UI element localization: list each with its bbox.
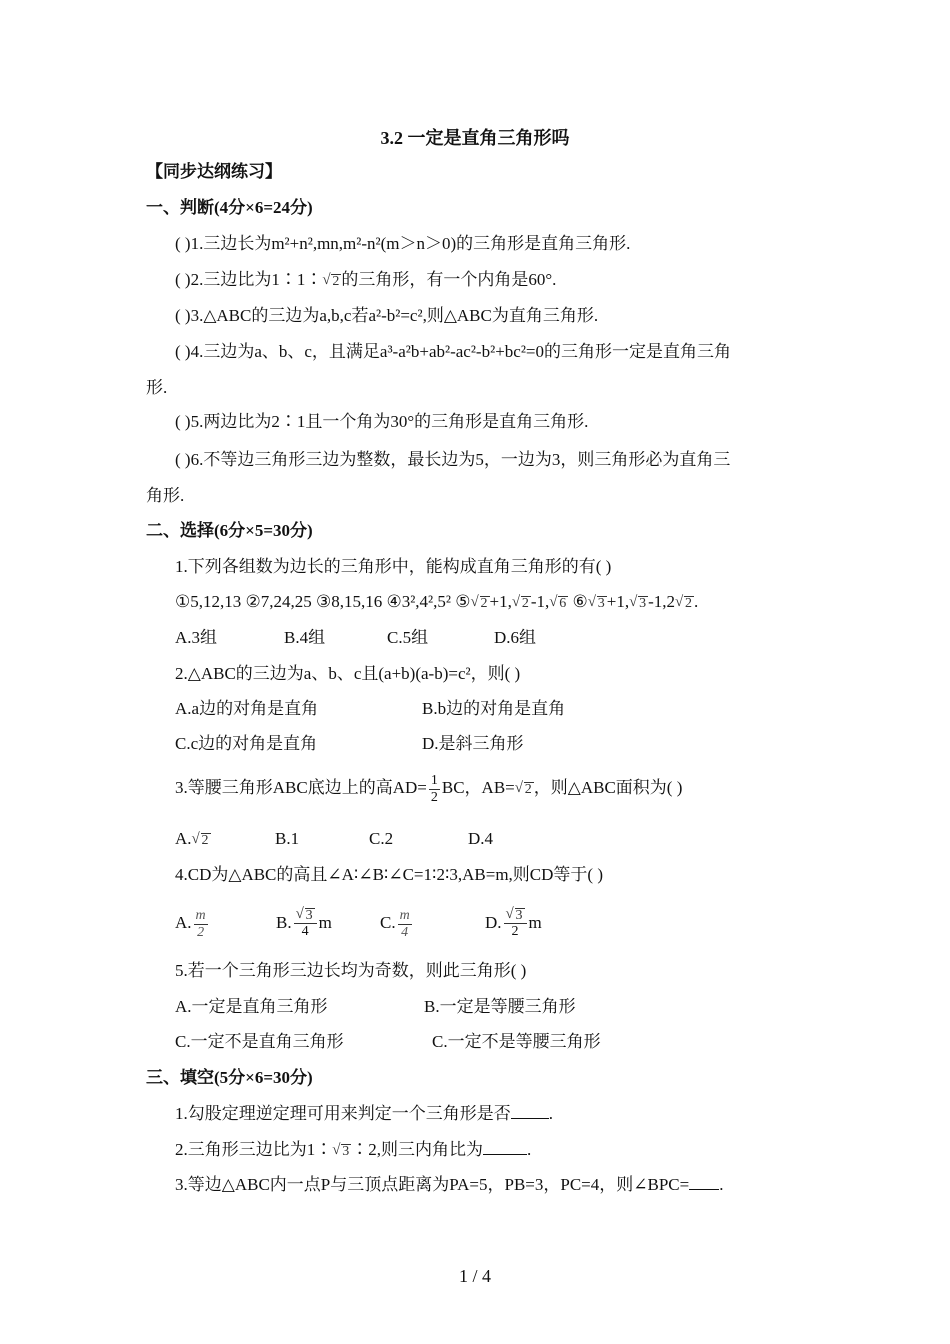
sqrt-2: √ 2	[331, 274, 341, 289]
option-b[interactable]: B.一定是等腰三角形	[424, 997, 576, 1016]
choice-q5-answers-1	[0, 995, 950, 1019]
fill-q2: 2.三角形三边比为1∶√ 3 ∶2,则三内角比为 .	[175, 1138, 531, 1162]
option-b[interactable]: B.1	[275, 829, 300, 848]
answer-blank[interactable]	[689, 1173, 719, 1190]
choice-q3: 3.等腰三角形ABC底边上的高AD= $\frac{1}{2}$ BC，AB=√ 2 ，则△ABC面积为( )	[175, 772, 682, 806]
choice-q2-answers-1	[0, 697, 950, 721]
choice-q1-options: ①5,12,13 ②7,24,25 ③8,15,16 ④3²,4²,5² ⑤√ 2 +1,√ 2 -1,√ 6 ⑥√ 3 +1,√ 3 -1,2√ 2 .	[175, 590, 698, 614]
option-d[interactable]: D.是斜三角形	[422, 734, 524, 753]
option-c[interactable]: C.2	[369, 829, 394, 848]
fill-q3: 3.等边△ABC内一点P与三顶点距离为PA=5，PB=3，PC=4，则∠BPC= .	[175, 1175, 724, 1194]
choice-q5: 5.若一个三角形三边长均为奇数，则此三角形( )	[175, 961, 527, 980]
choice-q5-answers-2	[0, 1030, 950, 1054]
option-c[interactable]: C. $\frac{m}{4}$	[380, 907, 410, 940]
option-d[interactable]: C.一定不是等腰三角形	[432, 1032, 601, 1051]
judge-q4: ( )4.三边为a、b、c，且满足a³-a²b+ab²-ac²-b²+bc²=0的三角形一定是直角三角	[175, 342, 732, 361]
choice-q1-answers	[0, 626, 950, 650]
answer-blank[interactable]	[511, 1102, 549, 1119]
choice-q4: 4.CD为△ABC的高且∠A∶∠B∶∠C=1∶2∶3,AB=m,则CD等于( )	[175, 865, 603, 884]
judge-q6-cont: 角形.	[146, 486, 185, 505]
option-c[interactable]: C.5组	[387, 628, 429, 647]
option-a[interactable]: A.√ 2	[175, 827, 211, 851]
fraction-half: $\frac{1}{2}$	[430, 772, 438, 805]
section-header: 【同步达纲练习】	[146, 162, 282, 181]
fill-q1: 1.勾股定理逆定理可用来判定一个三角形是否 .	[175, 1104, 553, 1123]
option-c[interactable]: C.一定不是直角三角形	[175, 1032, 344, 1051]
judge-q6: ( )6.不等边三角形三边为整数，最长边为5，一边为3，则三角形必为直角三	[175, 450, 731, 469]
judge-q2: ( )2.三边比为1∶1∶√ 2 的三角形，有一个内角是60°.	[175, 268, 556, 292]
option-c[interactable]: C.c边的对角是直角	[175, 734, 318, 753]
choice-q4-answers	[0, 900, 950, 946]
option-a[interactable]: A.3组	[175, 628, 218, 647]
judge-q1: ( )1.三边长为m²+n²,mn,m²-n²(m＞n＞0)的三角形是直角三角形.	[175, 234, 631, 253]
document-title: 3.2 一定是直角三角形吗	[380, 128, 570, 148]
option-a[interactable]: A. $\frac{m}{2}$	[175, 907, 206, 940]
part2-heading: 二、选择(6分×5=30分)	[146, 521, 313, 540]
option-b[interactable]: B.4组	[284, 628, 326, 647]
judge-q4-cont: 形.	[146, 378, 168, 397]
choice-q2: 2.△ABC的三边为a、b、c且(a+b)(a-b)=c²，则( )	[175, 664, 521, 683]
choice-q3-answers	[0, 827, 950, 851]
option-d[interactable]: D. √ $\frac{3}{2}$ m	[485, 900, 542, 946]
option-d[interactable]: D.4	[468, 829, 494, 848]
judge-q3: ( )3.△ABC的三边为a,b,c若a²-b²=c²,则△ABC为直角三角形.	[175, 306, 599, 325]
choice-q2-answers-2	[0, 732, 950, 756]
part3-heading: 三、填空(5分×6=30分)	[146, 1068, 313, 1087]
part1-heading: 一、判断(4分×6=24分)	[146, 198, 313, 217]
option-a[interactable]: A.a边的对角是直角	[175, 699, 319, 718]
option-b[interactable]: B.b边的对角是直角	[422, 699, 566, 718]
option-b[interactable]: B. √ $\frac{3}{4}$ m	[276, 900, 332, 946]
choice-q1: 1.下列各组数为边长的三角形中，能构成直角三角形的有( )	[175, 557, 612, 576]
option-d[interactable]: D.6组	[494, 628, 537, 647]
page-number: 1 / 4	[458, 1266, 491, 1286]
option-a[interactable]: A.一定是直角三角形	[175, 997, 328, 1016]
answer-blank[interactable]	[483, 1138, 527, 1155]
judge-q5: ( )5.两边比为2∶1且一个角为30°的三角形是直角三角形.	[175, 412, 589, 431]
